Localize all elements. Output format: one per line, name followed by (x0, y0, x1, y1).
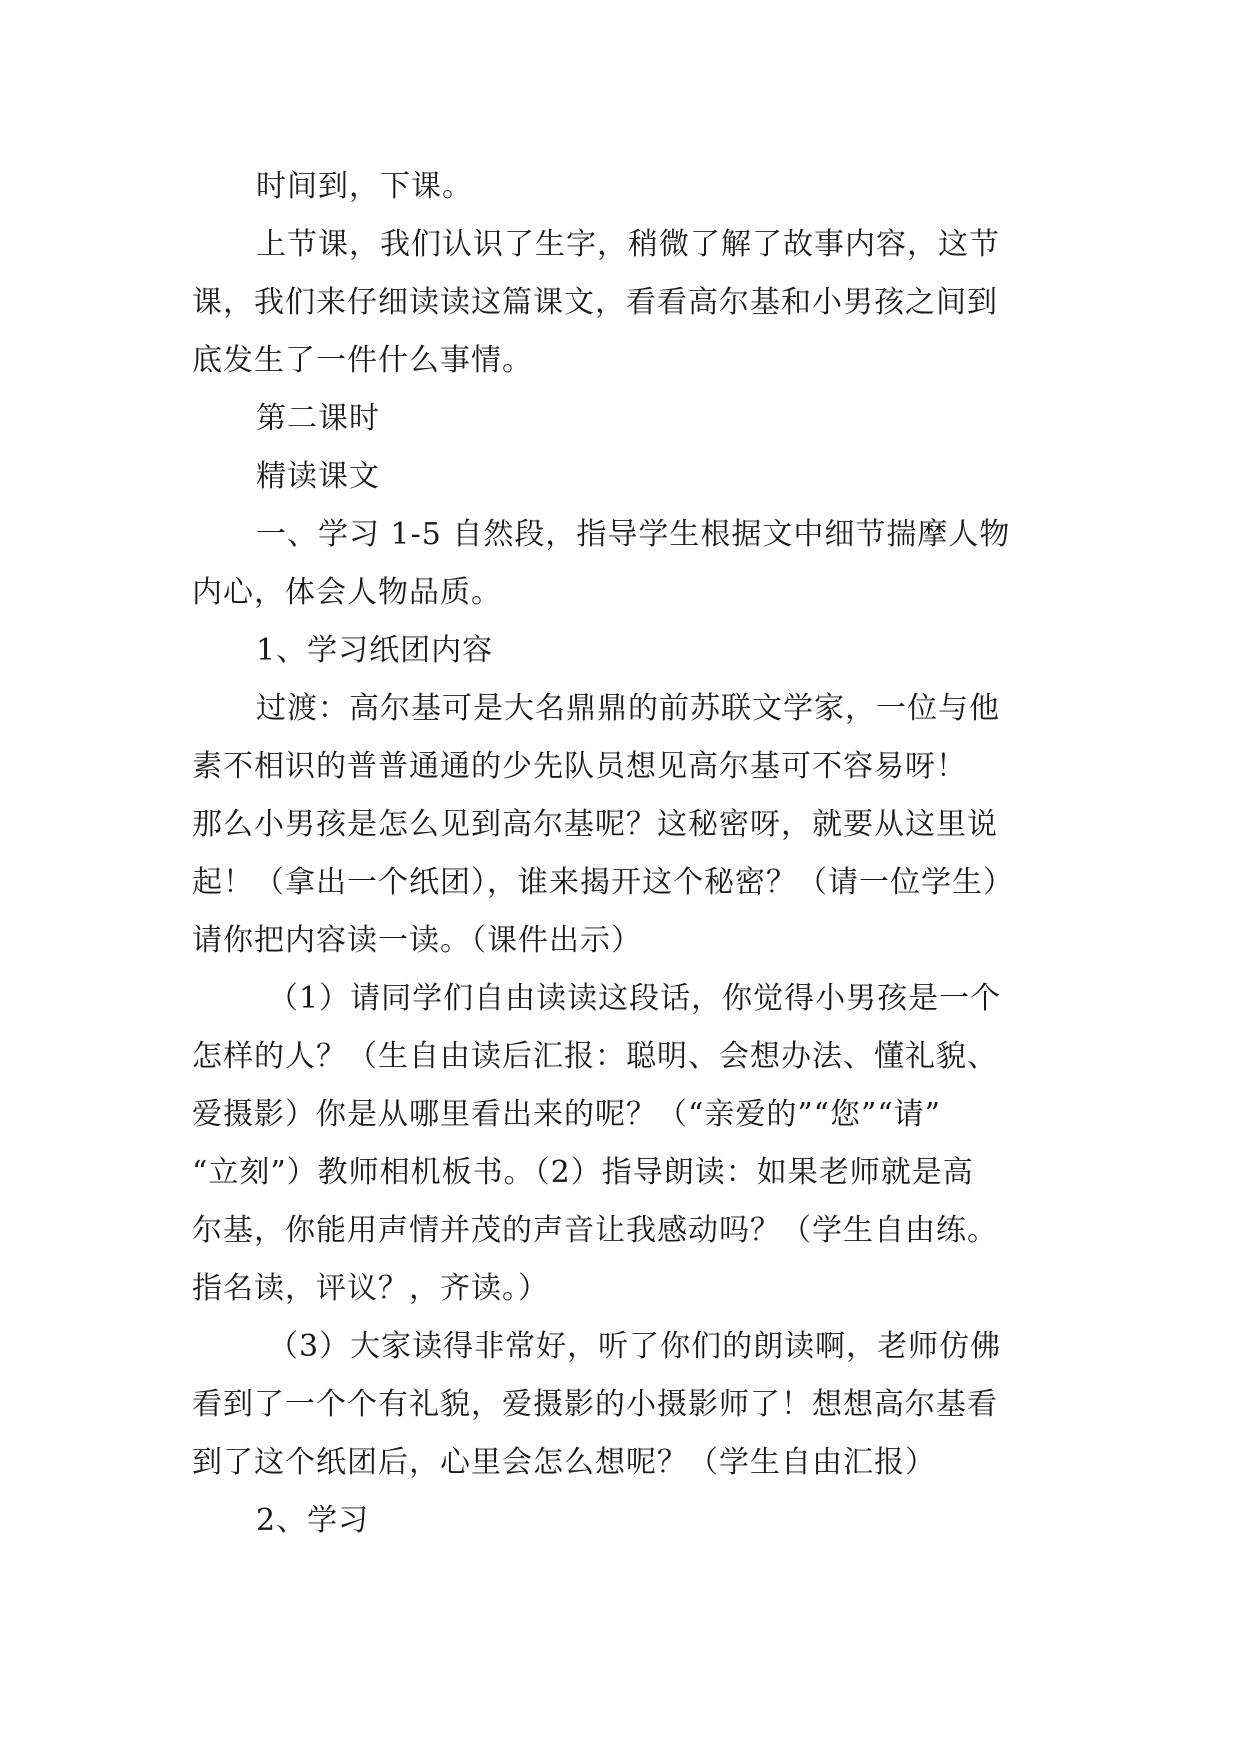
text-line: 一、学习 1-5 自然段，指导学生根据文中细节揣摩人物 (256, 517, 1011, 552)
text-line: （1）请同学们自由读读这段话，你觉得小男孩是一个 (268, 981, 1002, 1016)
text-line: 尔基，你能用声情并茂的声音让我感动吗？（学生自由练。 (192, 1213, 998, 1248)
text-line: 底发生了一件什么事情。 (192, 343, 533, 378)
text-line: 精读课文 (256, 459, 380, 494)
text-line: 到了这个纸团后，心里会怎么想呢？（学生自由汇报） (192, 1445, 936, 1480)
text-line: 课，我们来仔细读读这篇课文，看看高尔基和小男孩之间到 (192, 285, 998, 320)
text-line: 起！（拿出一个纸团），谁来揭开这个秘密？（请一位学生） (192, 865, 1014, 900)
paragraph-part-one (192, 506, 1052, 622)
paragraph-intro (192, 216, 1052, 390)
text-line: 请你把内容读一读。（课件出示） (192, 923, 642, 958)
text-line: 1、学习纸团内容 (256, 633, 494, 668)
paragraph-step-one-two (192, 970, 1052, 1318)
text-line: 爱摄影）你是从哪里看出来的呢？（“亲爱的”“您”“请” (192, 1097, 942, 1132)
text-line: 内心，体会人物品质。 (192, 575, 502, 610)
paragraph-step-three (192, 1318, 1052, 1492)
text-line: 素不相识的普普通通的少先队员想见高尔基可不容易呀！ (192, 749, 967, 784)
text-line: （3）大家读得非常好，听了你们的朗读啊，老师仿佛 (268, 1329, 1002, 1364)
text-line: 指名读，评议？，齐读。） (192, 1271, 549, 1306)
text-line: 看到了一个个有礼貌，爱摄影的小摄影师了！想想高尔基看 (192, 1387, 998, 1422)
text-line: 时间到，下课。 (256, 169, 473, 204)
text-line: 上节课，我们认识了生字，稍微了解了故事内容，这节 (256, 227, 1000, 262)
text-line: “立刻”）教师相机板书。（2）指导朗读：如果老师就是高 (192, 1155, 974, 1190)
text-line: 那么小男孩是怎么见到高尔基呢？这秘密呀，就要从这里说 (192, 807, 998, 842)
subheading-study-two (192, 1492, 1052, 1550)
section-heading-reading (192, 448, 1052, 506)
paragraph-class-end (192, 158, 1052, 216)
text-line: 第二课时 (256, 401, 380, 436)
paragraph-transition (192, 680, 1052, 970)
text-line: 过渡：高尔基可是大名鼎鼎的前苏联文学家，一位与他 (256, 691, 1000, 726)
text-line: 2、学习 (256, 1503, 370, 1538)
subheading-paper-ball (192, 622, 1052, 680)
document-body (192, 158, 1052, 1550)
text-line: 怎样的人？（生自由读后汇报：聪明、会想办法、懂礼貌、 (192, 1039, 998, 1074)
section-heading-lesson (192, 390, 1052, 448)
